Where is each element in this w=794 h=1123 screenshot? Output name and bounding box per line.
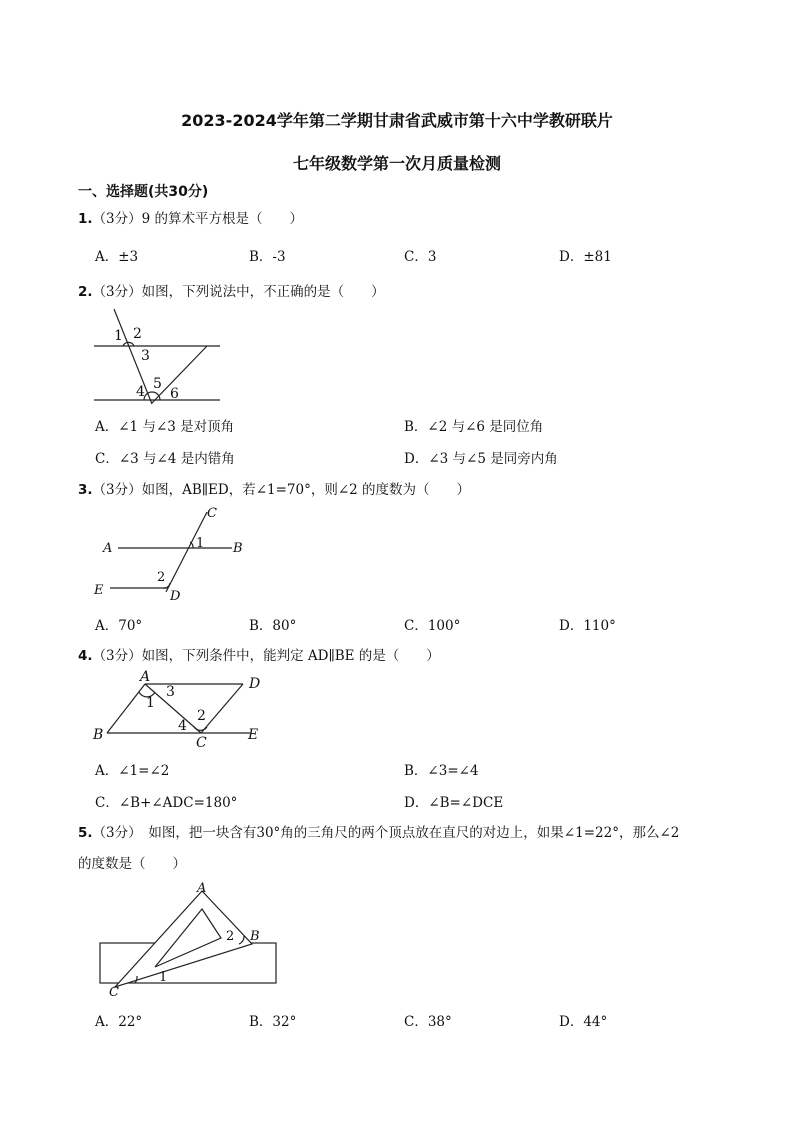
label-c: C <box>207 506 217 521</box>
q5-option-d[interactable]: D．44° <box>559 1014 608 1030</box>
q5-option-c[interactable]: C．38° <box>404 1014 452 1030</box>
label-a: A <box>197 881 207 896</box>
label-b: B <box>93 727 104 743</box>
question-text: （3分）9 的算术平方根是（ ） <box>92 211 304 227</box>
label-1: 1 <box>146 695 155 711</box>
exam-title-line2: 七年级数学第一次月质量检测 <box>292 154 501 173</box>
label-1: 1 <box>196 536 205 551</box>
question-text: （3分） 如图，把一块含有30°角的三角尺的两个顶点放在直尺的对边上，如果∠1=22°，那么∠2 <box>92 825 680 841</box>
q4-option-b[interactable]: B．∠3=∠4 <box>404 763 479 779</box>
label-2: 2 <box>226 929 235 944</box>
label-e: E <box>94 583 104 598</box>
question-3 <box>78 478 470 498</box>
q2-option-d[interactable]: D．∠3 与∠5 是同旁内角 <box>404 451 558 467</box>
q3-option-c[interactable]: C．100° <box>404 618 461 634</box>
q3-option-d[interactable]: D．110° <box>559 618 616 634</box>
q5-option-b[interactable]: B．32° <box>249 1014 297 1030</box>
label-c: C <box>196 735 207 751</box>
question-text: （3分）如图，AB∥ED，若∠1=70°，则∠2 的度数为（ ） <box>92 482 471 498</box>
label-6: 6 <box>170 386 179 402</box>
q5-option-a[interactable]: A．22° <box>95 1014 143 1030</box>
question-number: 2. <box>78 284 93 300</box>
label-a: A <box>103 541 113 556</box>
exam-title-line1: 2023-2024学年第二学期甘肃省武威市第十六中学教研联片 <box>181 111 613 130</box>
question-5-continued: 的度数是（ ） <box>78 856 186 872</box>
q1-option-d[interactable]: D．±81 <box>559 249 612 265</box>
q4-option-d[interactable]: D．∠B=∠DCE <box>404 795 504 811</box>
label-5: 5 <box>153 376 162 392</box>
q4-option-a[interactable]: A．∠1=∠2 <box>95 763 170 779</box>
q1-option-b[interactable]: B．-3 <box>249 249 286 265</box>
q2-option-a[interactable]: A．∠1 与∠3 是对顶角 <box>95 419 235 435</box>
q3-option-a[interactable]: A．70° <box>95 618 143 634</box>
label-d: D <box>170 589 181 604</box>
label-d: D <box>249 676 261 692</box>
label-3: 3 <box>141 348 150 364</box>
label-b: B <box>233 541 243 556</box>
question-5 <box>78 821 679 841</box>
q2-option-b[interactable]: B．∠2 与∠6 是同位角 <box>404 419 544 435</box>
question-number: 3. <box>78 482 93 498</box>
line-cd <box>201 684 243 733</box>
label-1: 1 <box>159 970 168 985</box>
q3-option-b[interactable]: B．80° <box>249 618 297 634</box>
question-text: （3分）如图，下列说法中，不正确的是（ ） <box>92 284 385 300</box>
question-number: 1. <box>78 211 93 227</box>
question-number: 5. <box>78 825 93 841</box>
q4-option-c[interactable]: C．∠B+∠ADC=180° <box>95 795 238 811</box>
question-4 <box>78 644 440 664</box>
label-b: B <box>250 929 260 944</box>
label-4: 4 <box>178 718 187 734</box>
slanted-line <box>152 346 207 403</box>
label-1: 1 <box>114 328 123 344</box>
line-cd <box>166 512 207 592</box>
label-e: E <box>248 727 259 743</box>
label-a: A <box>140 669 151 685</box>
q2-figure <box>90 305 230 405</box>
label-3: 3 <box>166 684 175 700</box>
angle-arc <box>144 392 160 400</box>
line-ab <box>107 684 145 733</box>
question-number: 4. <box>78 648 93 664</box>
q3-figure <box>90 503 250 603</box>
q4-figure <box>90 670 270 750</box>
q2-option-c[interactable]: C．∠3 与∠4 是内错角 <box>95 451 235 467</box>
label-2: 2 <box>197 708 206 724</box>
question-2 <box>78 280 385 300</box>
question-text: （3分）如图，下列条件中，能判定 AD∥BE 的是（ ） <box>92 648 440 664</box>
label-2: 2 <box>157 570 166 585</box>
q5-figure <box>95 882 285 1000</box>
label-2: 2 <box>133 326 142 342</box>
label-4: 4 <box>136 384 145 400</box>
section-heading: 一、选择题(共30分) <box>78 184 209 200</box>
label-c: C <box>109 985 119 1000</box>
q1-option-a[interactable]: A．±3 <box>95 249 139 265</box>
q1-option-c[interactable]: C．3 <box>404 249 437 265</box>
question-1 <box>78 207 303 227</box>
